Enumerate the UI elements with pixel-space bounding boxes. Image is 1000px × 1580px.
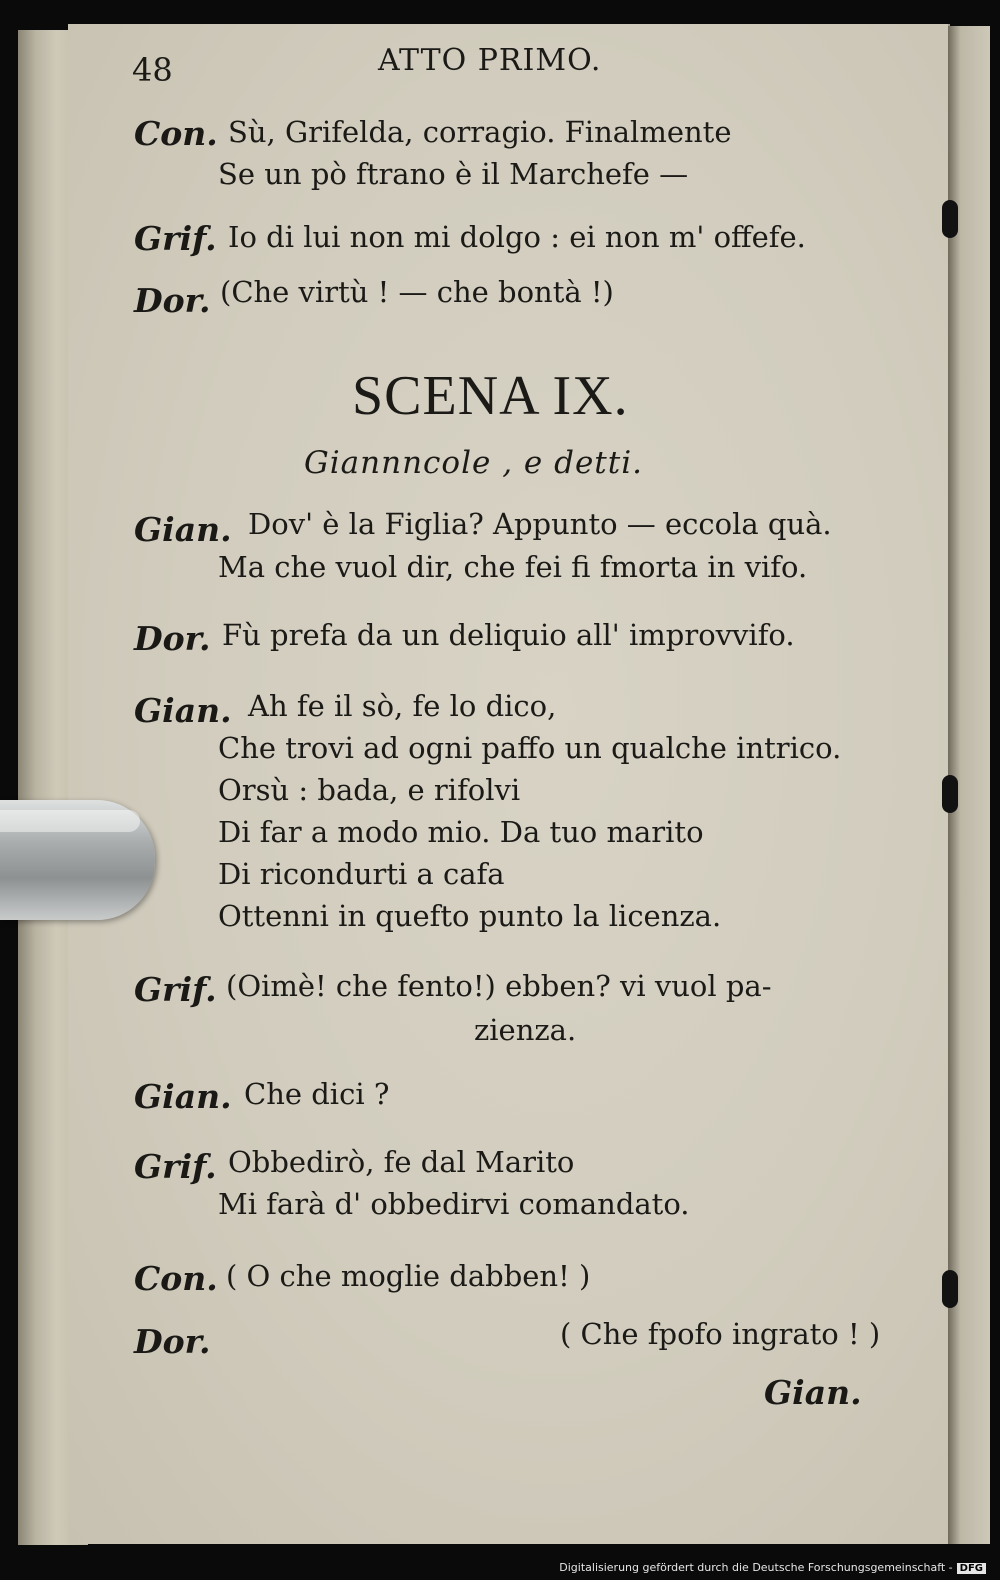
verse-line: zienza. [474, 1013, 577, 1047]
binding-notch [942, 200, 958, 238]
verse-line: Ma che vuol dir, che fei fi fmorta in vifo. [218, 550, 808, 584]
verse-line: Fù prefa da un deliquio all' improvvifo. [222, 618, 795, 652]
speaker-label: Gian. [134, 510, 232, 549]
verse-line: Ottenni in quefto punto la licenza. [218, 899, 722, 933]
speaker-label: Con. [134, 1259, 218, 1298]
speaker-label: Grif. [134, 1147, 217, 1186]
catchword: Gian. [764, 1373, 862, 1412]
binding-notch [942, 1270, 958, 1308]
speaker-label: Grif. [134, 219, 217, 258]
speaker-label: Dor. [134, 619, 211, 658]
scene-title: SCENA IX. [352, 365, 629, 427]
speaker-label: Dor. [134, 281, 211, 320]
verse-line: Che trovi ad ogni paffo un qualche intrico. [218, 731, 842, 765]
page-number: 48 [132, 51, 173, 89]
verse-line: (Che virtù ! — che bontà !) [220, 275, 614, 309]
verse-line: Obbedirò, fe dal Marito [228, 1145, 575, 1179]
verse-line: Orsù : bada, e rifolvi [218, 773, 521, 807]
verse-line: Mi farà d' obbedirvi comandato. [218, 1187, 690, 1221]
verse-line: Ah fe il sò, fe lo dico, [248, 689, 557, 723]
verse-line: Di ricondurti a cafa [218, 857, 505, 891]
verse-line: ( Che fpofo ingrato ! ) [560, 1317, 881, 1351]
credit-text: Digitalisierung gefördert durch die Deutsche Forschungsgemeinschaft - [559, 1561, 953, 1574]
verse-line: Di far a modo mio. Da tuo marito [218, 815, 704, 849]
verse-line: ( O che moglie dabben! ) [226, 1259, 591, 1293]
verse-line: Che dici ? [244, 1077, 390, 1111]
verse-line: Se un pò ftrano è il Marchefe — [218, 157, 689, 191]
speaker-label: Gian. [134, 691, 232, 730]
scene-subtitle: Giannncole , e detti. [304, 445, 643, 481]
verse-line: Io di lui non mi dolgo : ei non m' offefe. [228, 220, 806, 254]
running-title: ATTO PRIMO. [378, 43, 602, 78]
speaker-label: Dor. [134, 1322, 211, 1361]
verse-line: (Oimè! che fento!) ebben? vi vuol pa- [226, 969, 772, 1003]
speaker-label: Con. [134, 114, 218, 153]
verse-line: Sù, Grifelda, corragio. Finalmente [228, 115, 732, 149]
speaker-label: Gian. [134, 1077, 232, 1116]
verse-line: Dov' è la Figlia? Appunto — eccola quà. [248, 507, 832, 541]
binding-notch [942, 775, 958, 813]
speaker-label: Grif. [134, 970, 217, 1009]
dfg-logo: DFG [957, 1563, 986, 1574]
page-clip-highlight [0, 810, 140, 832]
digitization-credit [559, 1561, 986, 1574]
